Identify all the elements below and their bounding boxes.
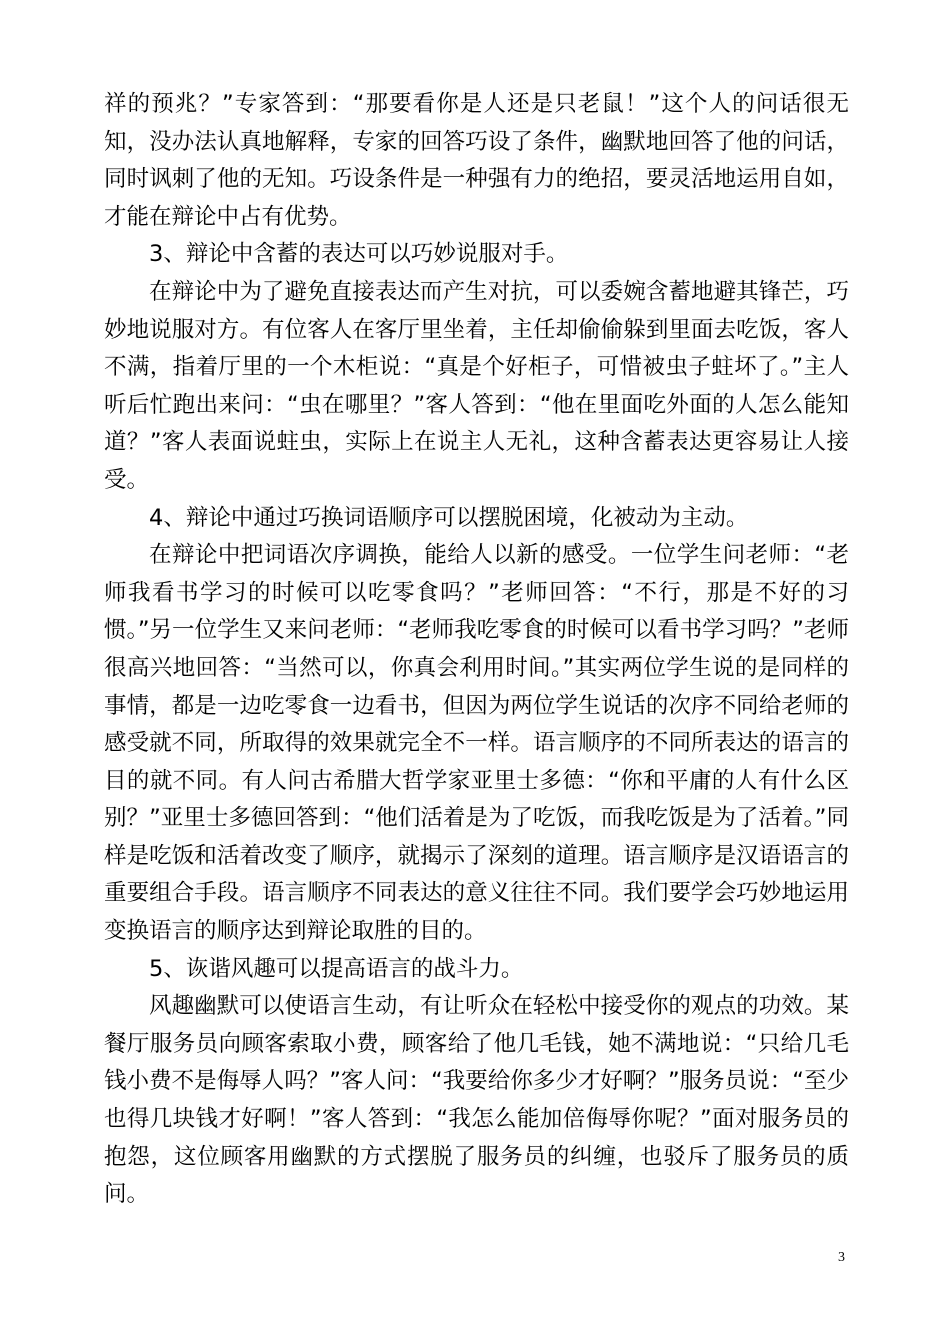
section-heading-5: 5、诙谐风趣可以提高语言的战斗力。: [149, 955, 524, 982]
document-body: [104, 86, 849, 1214]
paragraph-1: 祥的预兆？”专家答到：“那要看你是人还是只老鼠！”这个人的问话很无知，没办法认真地解释，专家的回答巧设了条件，幽默地回答了他的问话，同时讽刺了他的无知。巧设条件是一种强有力的绝招，要灵活地运用自如，才能在辩论中占有优势。: [104, 91, 849, 230]
paragraph-3: 在辩论中为了避免直接表达而产生对抗，可以委婉含蓄地避其锋芒，巧妙地说服对方。有位客人在客厅里坐着，主任却偷偷躲到里面去吃饭，客人不满，指着厅里的一个木柜说：“真是个好柜子，可惜被虫子蛀坏了。”主人听后忙跑出来问：“虫在哪里？”客人答到：“他在里面吃外面的人怎么能知道？”客人表面说蛀虫，实际上在说主人无礼，这种含蓄表达更容易让人接受。: [104, 278, 849, 493]
paragraph-5: 在辩论中把词语次序调换，能给人以新的感受。一位学生问老师：“老师我看书学习的时候可以吃零食吗？”老师回答：“不行，那是不好的习惯。”另一位学生又来问老师：“老师我吃零食的时候可以看书学习吗？”老师很高兴地回答：“当然可以，你真会利用时间。”其实两位学生说的是同样的事情，都是一边吃零食一边看书，但因为两位学生说话的次序不同给老师的感受就不同，所取得的效果就完全不一样。语言顺序的不同所表达的语言的目的就不同。有人问古希腊大哲学家亚里士多德：“你和平庸的人有什么区别？”亚里士多德回答到：“他们活着是为了吃饭，而我吃饭是为了活着。”同样是吃饭和活着改变了顺序，就揭示了深刻的道理。语言顺序是汉语语言的重要组合手段。语言顺序不同表达的意义往往不同。我们要学会巧妙地运用变换语言的顺序达到辩论取胜的目的。: [104, 542, 849, 945]
section-heading-3: 3、辩论中含蓄的表达可以巧妙说服对手。: [149, 241, 569, 268]
section-heading-4: 4、辩论中通过巧换词语顺序可以摆脱困境，化被动为主动。: [149, 504, 749, 531]
paragraph-7: 风趣幽默可以使语言生动，有让听众在轻松中接受你的观点的功效。某餐厅服务员向顾客索取小费，顾客给了他几毛钱，她不满地说：“只给几毛钱小费不是侮辱人吗？”客人问：“我要给你多少才好啊？”服务员说：“至少也得几块钱才好啊！”客人答到：“我怎么能加倍侮辱你呢？”面对服务员的抱怨，这位顾客用幽默的方式摆脱了服务员的纠缠，也驳斥了服务员的质问。: [104, 993, 849, 1208]
page-number: 3: [838, 1250, 845, 1265]
